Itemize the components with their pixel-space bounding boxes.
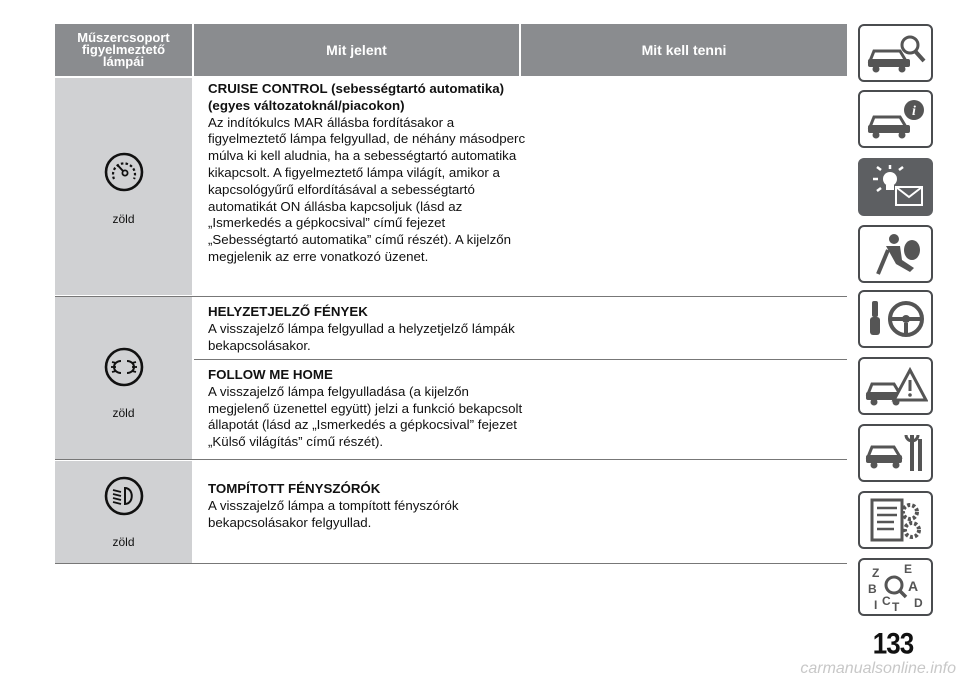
alphabet-index-icon (864, 561, 928, 613)
header-col-meaning (194, 24, 519, 76)
index-letter: Z (871, 566, 879, 580)
entry-body: A visszajelző lámpa a tompított fényszórók bekapcsolásakor felgyullad. (208, 497, 459, 530)
position-lights-icon (104, 347, 144, 387)
entry-body: Az indítókulcs MAR állásba fordításakor a figyelmeztető lámpa felgyullad, de néhány másodperc múlva ki kell aludnia, ha a sebességtartó automatika kikapcsolt. A figyelmeztető lámpa világít, amikor a kapcsológyűrű elfordításával a sebességtartó automatikát ON állásba kapcsoljuk (lásd az „Ismerkedés a gépkocsival” című fejezet „Sebességtartó automatika” című részét). A kijelzőn megjelenik az erre vonatkozó üzenet. (208, 114, 526, 264)
car-search-icon (864, 31, 928, 75)
car-info-icon (864, 97, 928, 141)
row-separator (194, 359, 847, 360)
index-letter: D (913, 596, 923, 610)
tab-car-info[interactable] (858, 90, 933, 148)
tab-alphabetical-index[interactable] (858, 558, 933, 616)
row-1-description (208, 81, 528, 266)
entry-title: TOMPÍTOTT FÉNYSZÓRÓK (208, 481, 381, 496)
entry-body: A visszajelző lámpa felgyullad a helyzetjelző lámpák bekapcsolásakor. (208, 320, 515, 353)
lamp-color-label: zöld (112, 535, 135, 549)
index-letter: A (907, 578, 918, 594)
entry-title: FOLLOW ME HOME (208, 367, 333, 382)
entry-title: HELYZETJELZŐ FÉNYEK (208, 304, 368, 319)
index-letter: T (891, 600, 899, 613)
header-col-action-label: Mit kell tenni (641, 42, 727, 58)
entry-title: CRUISE CONTROL (sebességtartó automatika) (egyes változatoknál/piacokon) (208, 81, 505, 113)
page-number: 133 (872, 625, 914, 661)
row-separator (55, 296, 847, 297)
tab-airbag-seat[interactable] (858, 225, 933, 283)
index-letter: E (903, 562, 912, 576)
tab-car-search[interactable] (858, 24, 933, 82)
index-letter: B (867, 582, 877, 596)
lamp-color-label: zöld (112, 406, 135, 420)
airbag-seat-icon (864, 230, 928, 278)
dipped-beam-icon (104, 476, 144, 516)
tab-warning-lights[interactable] (858, 158, 933, 216)
tab-car-service[interactable] (858, 424, 933, 482)
lamp-color-label: zöld (112, 212, 135, 226)
car-crash-warning-icon (864, 362, 928, 410)
row-separator (55, 563, 847, 564)
header-col-action (521, 24, 847, 76)
svg-text:i: i (911, 104, 916, 119)
header-col-lamps-label: Műszercsoport figyelmeztető lámpái (77, 30, 170, 69)
row-separator (55, 459, 847, 460)
watermark: carmanualsonline.info (800, 660, 956, 677)
cruise-control-icon (104, 152, 144, 192)
tab-key-steering[interactable] (858, 290, 933, 348)
index-letter: C (881, 594, 891, 608)
car-service-tools-icon (864, 429, 928, 477)
specs-gear-icon (864, 496, 928, 544)
row-2-description-a (208, 304, 528, 354)
entry-body: A visszajelző lámpa felgyulladása (a kijelzőn megjelenő üzenettel együtt) jelzi a funkció bekapcsolt állapotát (lásd az „Ismerkedés a gépkocsival” fejezet „Külső világítás” című részét). (208, 383, 523, 450)
warning-light-message-icon (864, 163, 928, 211)
tab-car-crash[interactable] (858, 357, 933, 415)
header-col-meaning-label: Mit jelent (326, 42, 387, 58)
row-2-description-b (208, 367, 528, 451)
tab-specifications[interactable] (858, 491, 933, 549)
row-3-description (208, 481, 528, 531)
key-steering-wheel-icon (864, 295, 928, 343)
index-letter: I (873, 598, 877, 612)
header-col-lamps (55, 24, 192, 76)
